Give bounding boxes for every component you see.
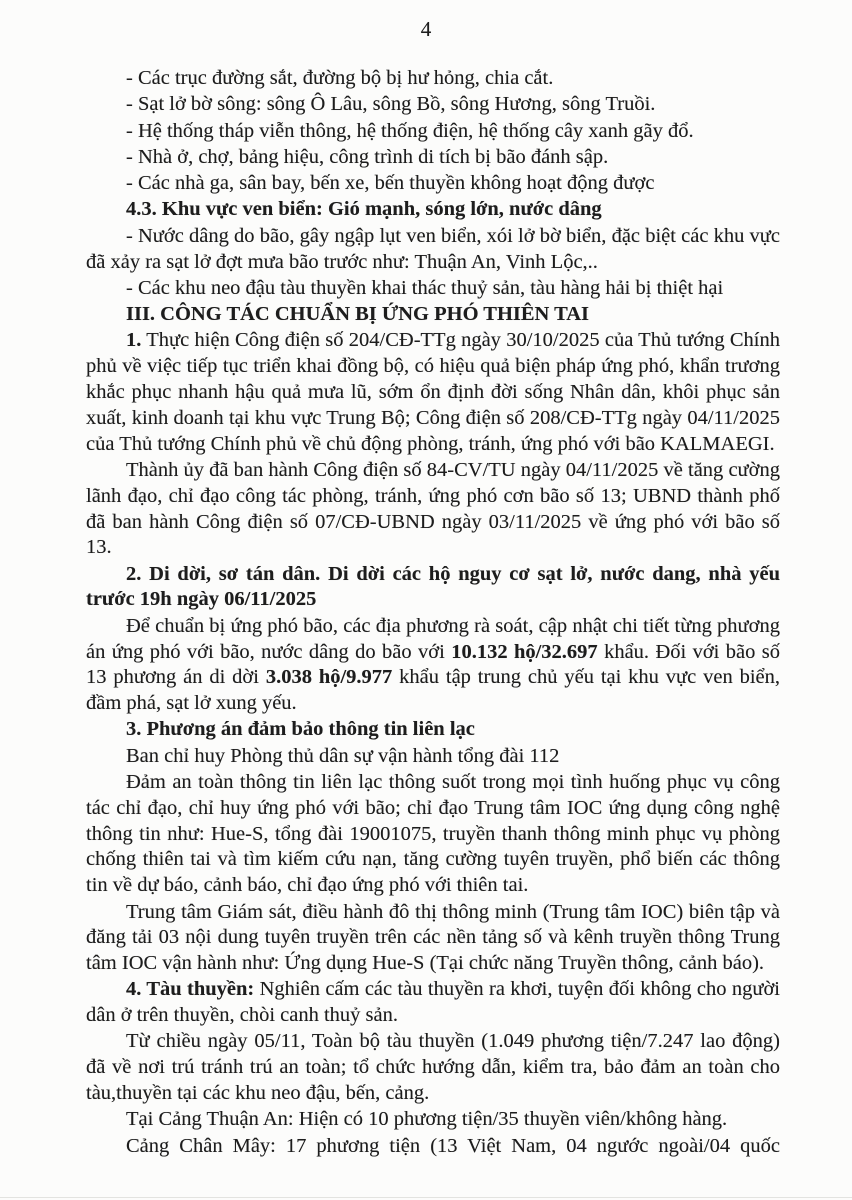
text-run: Thực hiện Công điện số 204/CĐ-TTg ngày 30/10/2025 của Thủ tướng Chính phủ về việc tiếp tục triển khai đồng bộ, có hiệu quả biện pháp ứng phó, khẩn trương khắc phục nhanh hậu quả mưa lũ, sớm ổn định đời sống Nhân dân, khôi phục sản xuất, kinh doanh tại khu vực Trung Bộ; Công điện số 208/CĐ-TTg ngày 04/11/2025 của Thủ tướng Chính phủ về chủ động phòng, tránh, ứng phó với bão KALMAEGI. [86, 329, 780, 455]
bold-text-run: 4.3. Khu vực ven biển: Gió mạnh, sóng lớn, nước dâng [126, 198, 602, 221]
body-paragraph [86, 977, 780, 1029]
body-paragraph [86, 458, 780, 561]
body-paragraph [86, 328, 780, 457]
text-run: Nghiên cấm các tàu thuyền ra khơi, tuyện đối không cho người dân ở trên thuyền, chòi canh thuỷ sản. [86, 978, 780, 1027]
body-paragraph [86, 1029, 780, 1106]
bold-text-run: 3.038 hộ/9.977 [265, 666, 393, 689]
text-run: - Nhà ở, chợ, bảng hiệu, công trình di tích bị bão đánh sập. [126, 145, 609, 168]
text-run: - Các nhà ga, sân bay, bến xe, bến thuyền không hoạt động được [126, 172, 655, 195]
list-item [86, 145, 780, 171]
bold-text-run: 1. [126, 329, 142, 352]
list-item [86, 92, 780, 118]
list-item [86, 276, 780, 302]
body-paragraph [86, 770, 780, 899]
text-run: Trung tâm Giám sát, điều hành đô thị thông minh (Trung tâm IOC) biên tập và đăng tải 03 nội dung tuyên truyền trên các nền tảng số và kênh truyền thông Trung tâm IOC vận hành như: Ứng dụng Hue-S (Tại chức năng Truyền thông, cảnh báo). [86, 900, 780, 975]
body-paragraph [86, 744, 780, 770]
text-run: - Các khu neo đậu tàu thuyền khai thác thuỷ sản, tàu hàng hải bị thiệt hại [126, 276, 724, 299]
text-run: Đảm an toàn thông tin liên lạc thông suốt trong mọi tình huống phục vụ công tác chỉ đạo, chỉ huy ứng phó với bão; chỉ đạo Trung tâm IOC ứng dụng công nghệ thông tin như: Hue-S, tổng đài 19001075, truyền thanh thông minh phục vụ phòng chống thiên tai và tìm kiếm cứu nạn, tăng cường tuyên truyền, phổ biến các thông tin về dự báo, cảnh báo, chỉ đạo ứng phó với thiên tai. [86, 771, 780, 897]
section-heading [86, 197, 780, 223]
text-run: - Hệ thống tháp viễn thông, hệ thống điện, hệ thống cây xanh gãy đổ. [126, 119, 694, 142]
scan-edge-line [0, 1197, 852, 1198]
bold-text-run: 3. Phương án đảm bảo thông tin liên lạc [126, 718, 475, 741]
text-run: khẩu. Đối với bão số 13 phương án di dời [86, 640, 780, 689]
document-body [0, 42, 852, 1159]
list-item [86, 224, 780, 276]
list-item [86, 66, 780, 92]
text-run: Tại Cảng Thuận An: Hiện có 10 phương tiện/35 thuyền viên/không hàng. [126, 1108, 728, 1131]
text-run: Để chuẩn bị ứng phó bão, các địa phương rà soát, cập nhật chi tiết từng phương án ứng phó với bão, nước dâng do bão với [86, 614, 780, 663]
body-paragraph [86, 1134, 780, 1160]
text-run: Ban chỉ huy Phòng thủ dân sự vận hành tổng đài 112 [126, 744, 560, 767]
bold-text-run: III. CÔNG TÁC CHUẨN BỊ ỨNG PHÓ THIÊN TAI [126, 303, 590, 326]
list-item [86, 119, 780, 145]
page-number: 4 [420, 17, 432, 41]
text-run: Từ chiều ngày 05/11, Toàn bộ tàu thuyền (1.049 phương tiện/7.247 lao động) đã về nơi trú tránh trú an toàn; tổ chức hướng dẫn, kiểm tra, bảo đảm an toàn cho tàu,thuyền tại các khu neo đậu, bến, cảng. [86, 1030, 780, 1105]
bold-text-run: 10.132 hộ/32.697 [451, 640, 598, 663]
body-paragraph [86, 614, 780, 717]
text-run: Thành ủy đã ban hành Công điện số 84-CV/TU ngày 04/11/2025 về tăng cường lãnh đạo, chỉ đạo công tác phòng, tránh, ứng phó cơn bão số 13; UBND thành phố đã ban hành Công điện số 07/CĐ-UBND ngày 03/11/2025 về ứng phó với bão số 13. [86, 458, 780, 559]
section-heading [86, 302, 780, 328]
body-paragraph [86, 1107, 780, 1133]
bold-text-run: 2. Di dời, sơ tán dân. Di dời các hộ nguy cơ sạt lở, nước dang, nhà yếu trước 19h ngày 06/11/2025 [86, 562, 780, 611]
text-run: khẩu tập trung chủ yếu tại khu vực ven biển, đầm phá, sạt lở xung yếu. [86, 666, 780, 715]
body-paragraph [86, 900, 780, 977]
text-run: - Nước dâng do bão, gây ngập lụt ven biển, xói lở bờ biển, đặc biệt các khu vực đã xảy ra sạt lở đợt mưa bão trước như: Thuận An, Vinh Lộc,.. [86, 224, 780, 273]
text-run: - Các trục đường sắt, đường bộ bị hư hỏng, chia cắt. [126, 67, 554, 89]
text-run: - Sạt lở bờ sông: sông Ô Lâu, sông Bồ, sông Hương, sông Truồi. [126, 93, 656, 116]
section-heading [86, 562, 780, 614]
list-item [86, 171, 780, 197]
text-run: Cảng Chân Mây: 17 phương tiện (13 Việt Nam, 04 ngước ngoài/04 quốc [126, 1134, 780, 1157]
bold-text-run: 4. Tàu thuyền: [126, 978, 255, 1001]
section-heading [86, 717, 780, 743]
